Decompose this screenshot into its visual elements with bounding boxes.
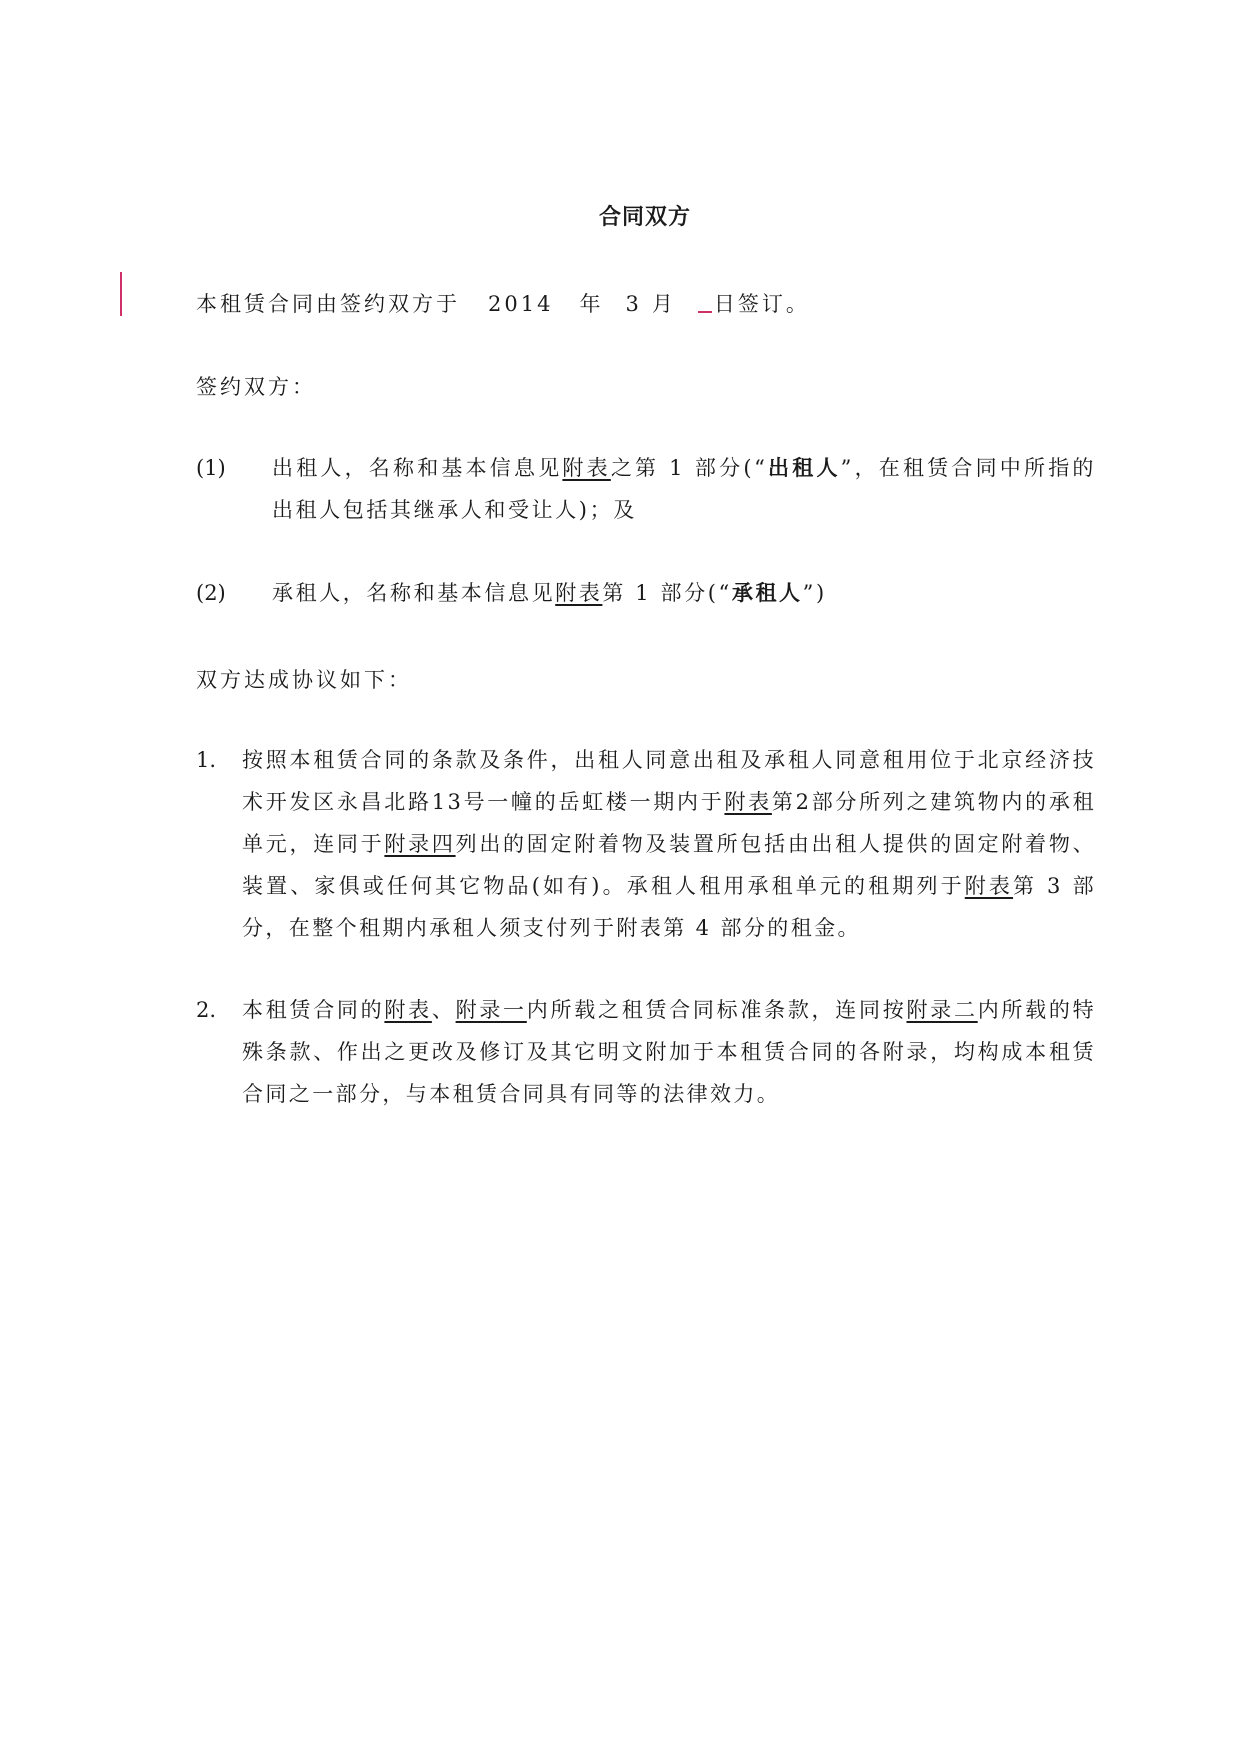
text-segment: 第 1 部分(“: [602, 581, 732, 605]
text-segment: 承租人，名称和基本信息见: [272, 581, 556, 605]
text-segment: 本租赁合同的: [242, 998, 385, 1022]
party-number: (1): [196, 456, 226, 480]
text-segment: ”，在租赁合同中所指的出租人包括其继承人和受让人)；及: [272, 456, 1096, 522]
appendix-2-link[interactable]: 附录二: [906, 998, 978, 1022]
text-segment: 出租人，名称和基本信息见: [272, 456, 563, 480]
schedule-link[interactable]: 附表: [562, 456, 611, 480]
parties-heading: 签约双方：: [196, 375, 316, 399]
clause-1: [196, 739, 1096, 949]
date-year-label: 年: [579, 292, 604, 316]
party-lessee: [196, 572, 1096, 614]
clause-2: [196, 989, 1096, 1115]
text-segment: 第 3 部分，在整个租期内承租人须支付列于附表第 4 部分的租金。: [242, 874, 1096, 940]
appendix-4-link[interactable]: 附录四: [384, 832, 456, 856]
text-segment: 内所载的特殊条款、作出之更改及修订及其它明文附加于本租赁合同的各附录，均构成本租赁合同之一部分，与本租赁合同具有同等的法律效力。: [242, 998, 1097, 1106]
date-month-label: 月: [651, 292, 676, 316]
clause-number: 2.: [196, 998, 217, 1022]
schedule-link[interactable]: 附表: [964, 874, 1014, 898]
text-segment: 内所载之租赁合同标准条款，连同按: [526, 998, 907, 1022]
appendix-1-link[interactable]: 附录一: [455, 998, 527, 1022]
party-lessor: [196, 447, 1096, 531]
date-year: 2014: [488, 292, 554, 316]
revision-change-bar: [120, 272, 122, 316]
clause-number: 1.: [196, 748, 217, 772]
date-prefix: 本租赁合同由签约双方于: [196, 292, 460, 316]
text-segment: 列出的固定附着物及装置所包括由出租人提供的固定附着物、装置、家俱或任何其它物品(如有)。承租人租用承租单元的租期列于: [242, 832, 1096, 898]
clause-text: [242, 739, 1096, 949]
text-segment: 第2部分所列之建筑物内的承租单元，连同于: [242, 790, 1096, 856]
defined-term-lessor: 出租人: [767, 456, 841, 480]
clause-text: [242, 989, 1096, 1115]
agreement-heading: 双方达成协议如下：: [196, 668, 412, 692]
page-title: 合同双方: [598, 205, 691, 230]
date-day-label: 日签订。: [713, 292, 810, 316]
text-segment: 、: [431, 998, 456, 1022]
schedule-link[interactable]: 附表: [555, 581, 603, 605]
schedule-link[interactable]: 附表: [724, 790, 772, 814]
text-segment: ”): [802, 581, 827, 605]
date-month: 3: [625, 292, 642, 316]
text-segment: 按照本租赁合同的条款及条件，出租人同意出租及承租人同意租用位于北京经济技术开发区永昌北路13号一幢的岳虹楼一期内于: [242, 748, 1096, 814]
party-text: [272, 447, 1096, 531]
party-number: (2): [196, 581, 226, 605]
schedule-link[interactable]: 附表: [384, 998, 432, 1022]
party-text: [272, 572, 1096, 614]
text-segment: 之第 1 部分(“: [610, 456, 768, 480]
signing-date-line: [196, 288, 810, 318]
defined-term-lessee: 承租人: [731, 581, 803, 605]
date-day-blank: [698, 309, 712, 313]
